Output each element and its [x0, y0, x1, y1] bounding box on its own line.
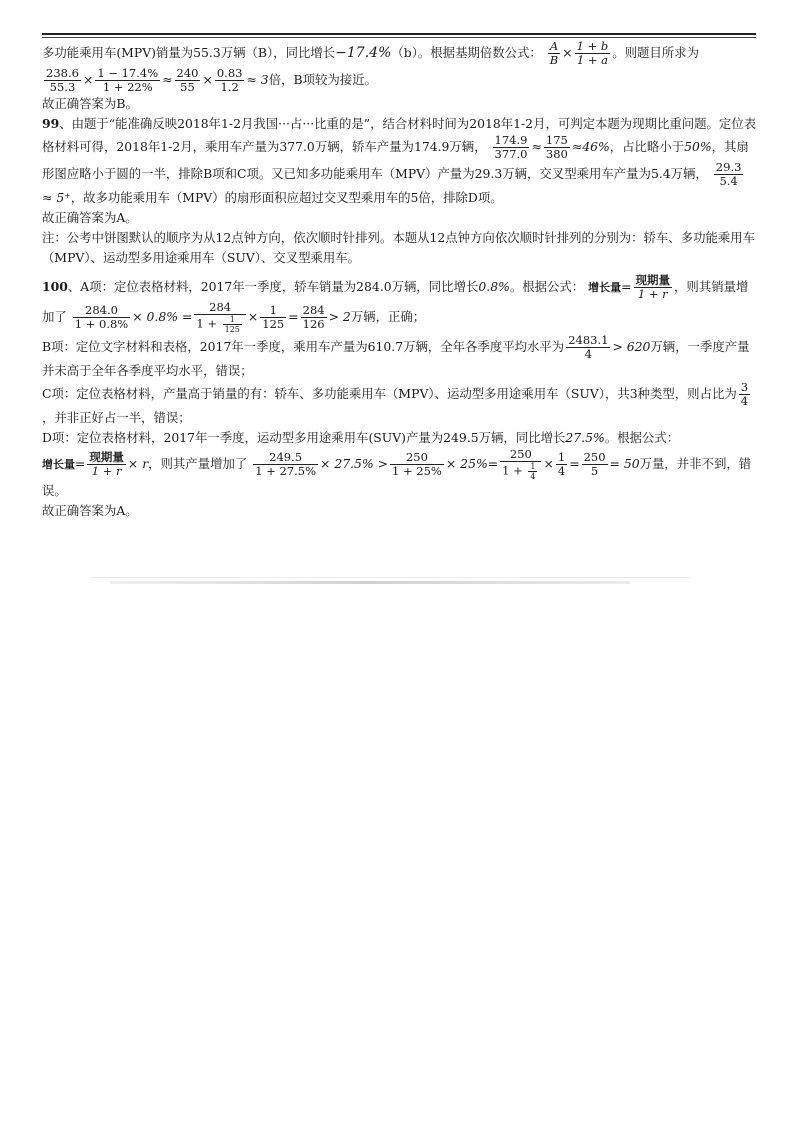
p3-option-d — [42, 428, 758, 448]
p3-option-b — [42, 334, 758, 381]
fraction: 250 1 + $\frac{1}{4}$ — [500, 448, 541, 481]
fraction: $\frac{240}{55}$ — [176, 66, 199, 94]
text: 倍，B项较为接近。 — [268, 72, 377, 87]
answer-line: 故正确答案为B。 — [42, 96, 138, 111]
formula-label: 增长量 — [588, 281, 622, 294]
fraction: $\frac{250}{5}$ — [583, 450, 606, 478]
fraction: $\frac{0.83}{1.2}$ — [216, 66, 243, 94]
fraction: $\frac{249.5}{1 + 27.5\%}$ — [255, 450, 317, 478]
header-rule — [42, 33, 756, 35]
fraction: $\frac{A}{B}$ — [549, 39, 559, 67]
text: 。根据公式： — [604, 430, 680, 445]
faded-artifact — [110, 581, 630, 584]
p1-formula-line: $\frac{238.6}{55.3}$ × $\frac{1 - 17.4\%}{1 + 22\%}$ ≈ $\frac{240}{55}$ × $\frac{0.83}{1.2}$ ≈ 3倍，B项较为接近。 — [46, 66, 377, 94]
math: ≈ 3 — [246, 72, 269, 87]
fraction: $\frac{284.0}{1 + 0.8\%}$ — [74, 303, 129, 331]
text: 多功能乘用车(MPV)销量为55.3万辆（B），同比增长 — [42, 45, 336, 60]
math: 50% — [684, 139, 712, 154]
math: ≈ 5⁺ — [42, 190, 71, 205]
p1-line — [42, 40, 758, 67]
text: 万辆，一季度产量并未高于全年各季度平均水平，错误； — [42, 339, 750, 378]
fraction: $\frac{\text{现期量}}{1 + r}$ — [635, 273, 671, 301]
text: ，其扇形图应略小于圆的一半，排除B项和C项。又已知多功能乘用车（MPV）产量为29.3万辆，交叉型乘用车产量为5.4万辆， — [42, 139, 749, 181]
fraction: $\frac{284}{126}$ — [302, 303, 325, 331]
question-number: 100 — [42, 279, 68, 294]
fraction: 284 1 + $\frac{1}{125}$ — [194, 301, 246, 334]
text: ，则其销量增加了 — [42, 279, 749, 324]
fraction: $\frac{175}{380}$ — [545, 133, 568, 161]
fraction: $\frac{174.9}{377.0}$ — [494, 133, 528, 161]
math: 27.5% — [565, 430, 605, 445]
text: ，则其产量增加了 — [148, 456, 248, 471]
text: C项：定位表格材料，产量高于销量的有：轿车、多功能乘用车（MPV）、运动型多用途乘用车（SUV），共3种类型，则占比为 — [42, 386, 737, 401]
fraction: $\frac{1 + b}{1 + a}$ — [576, 39, 609, 67]
math: ≈46% — [571, 139, 610, 154]
p3-option-a: 100、A项：定位表格材料，2017年一季度，轿车销量为284.0万辆，同比增长0.8%。根据公式： 增长量= $\frac{\text{现期量}}{1 + r}$ ，则其销量增加了 $\frac{284.0}{1 + 0.8\%}$ × 0.8% = 284 1 + $\frac{1}{125}$ × $\frac{1}{125}$ = $\frac{284}{126}$ > 2万辆，正确； — [42, 273, 749, 334]
note: 注：公考中饼图默认的顺序为从12点钟方向，依次顺时针排列。本题从12点钟方向依次顺时针排列的分别为：轿车、多功能乘用车（MPV）、运动型多用途乘用车（SUV）、交叉型乘用车。 — [42, 230, 756, 265]
text: ，并非正好占一半，错误； — [42, 410, 191, 425]
fraction: $\frac{250}{1 + 25\%}$ — [392, 450, 442, 478]
fraction: $\frac{238.6}{55.3}$ — [46, 66, 79, 94]
times-sign: × — [562, 45, 573, 60]
faded-artifact — [90, 577, 690, 578]
answer-line: 故正确答案为A。 — [42, 503, 138, 518]
text: 。则题目所求为 — [612, 45, 699, 60]
document-body — [42, 40, 758, 521]
math: > 620 — [612, 339, 651, 354]
fraction: $\frac{1}{125}$ — [262, 303, 285, 331]
math: × 0.8% = — [132, 309, 193, 324]
text: （b）。根据基期倍数公式： — [391, 45, 542, 60]
answer-line: 故正确答案为A。 — [42, 210, 138, 225]
math-growth: −17.4% — [335, 45, 392, 61]
fraction: $\frac{2483.1}{4}$ — [568, 333, 609, 361]
p3-option-d-formula: 增长量= $\frac{\text{现期量}}{1 + r}$ × r，则其产量增加了 $\frac{249.5}{1 + 27.5\%}$ × 27.5% > $\frac{250}{1 + 25\%}$ × 25%= 250 1 + $\frac{1}{4}$ × $\frac{1}{4}$ = $\frac{250}{5}$ = 50万量，并非不到，错误。 — [42, 447, 752, 498]
fraction: $\frac{29.3}{5.4}$ — [715, 160, 742, 188]
math: > 2 — [328, 309, 351, 324]
p2-text: 99、由题于“能准确反映2018年1-2月我国···占···比重的是”，结合材料时间为2018年1-2月，可判定本题为现期比重问题。定位表格材料可得，2018年1-2月，乘用车产量为377.0万辆，轿车产量为174.9万辆， $\frac{174.9}{377.0}$ ≈ $\frac{175}{380}$ ≈46%，占比略小于50%，其扇形图应略小于圆的一半，排除B项和C项。又已知多功能乘用车（MPV）产量为29.3万辆，交叉型乘用车产量为5.4万辆， $\frac{29.3}{5.4}$ ≈ 5⁺，故多功能乘用车（MPV）的扇形面积应超过交叉型乘用车的5倍，排除D项。 — [42, 116, 757, 205]
fraction: $\frac{1}{4}$ — [557, 450, 566, 478]
text: D项：定位表格材料，2017年一季度，运动型多用途乘用车(SUV)产量为249.5万辆，同比增长 — [42, 430, 566, 445]
section-99 — [42, 114, 758, 268]
p3-option-c — [42, 381, 758, 428]
math: 0.8% — [478, 279, 510, 294]
section-98-tail — [42, 40, 758, 114]
text: 万辆，正确； — [350, 309, 426, 324]
fraction: $\frac{1 - 17.4\%}{1 + 22\%}$ — [97, 66, 159, 94]
text: 、A项：定位表格材料，2017年一季度，轿车销量为284.0万辆，同比增长 — [67, 279, 479, 294]
text: ，故多功能乘用车（MPV）的扇形面积应超过交叉型乘用车的5倍，排除D项。 — [70, 190, 503, 205]
formula-label: 增长量 — [42, 458, 75, 471]
text: ，占比略小于 — [609, 139, 685, 154]
section-100 — [42, 274, 758, 521]
text: B项：定位文字材料和表格，2017年一季度，乘用车产量为610.7万辆，全年各季度平均水平为 — [42, 339, 565, 354]
header-rule-thin — [42, 37, 756, 38]
fraction: $\frac{3}{4}$ — [740, 380, 749, 408]
text: 万量，并非不到，错误。 — [42, 456, 752, 498]
text: 。根据公式： — [509, 279, 585, 294]
fraction: $\frac{\text{现期量}}{1 + r}$ — [89, 450, 124, 478]
text: 、由题于“能准确反映2018年1-2月我国···占···比重的是”，结合材料时间为2018年1-2月，可判定本题为现期比重问题。定位表格材料可得，2018年1-2月，乘用车产量为377.0万辆，轿车产量为174.9万辆， — [42, 116, 757, 154]
question-number: 99 — [42, 116, 60, 131]
